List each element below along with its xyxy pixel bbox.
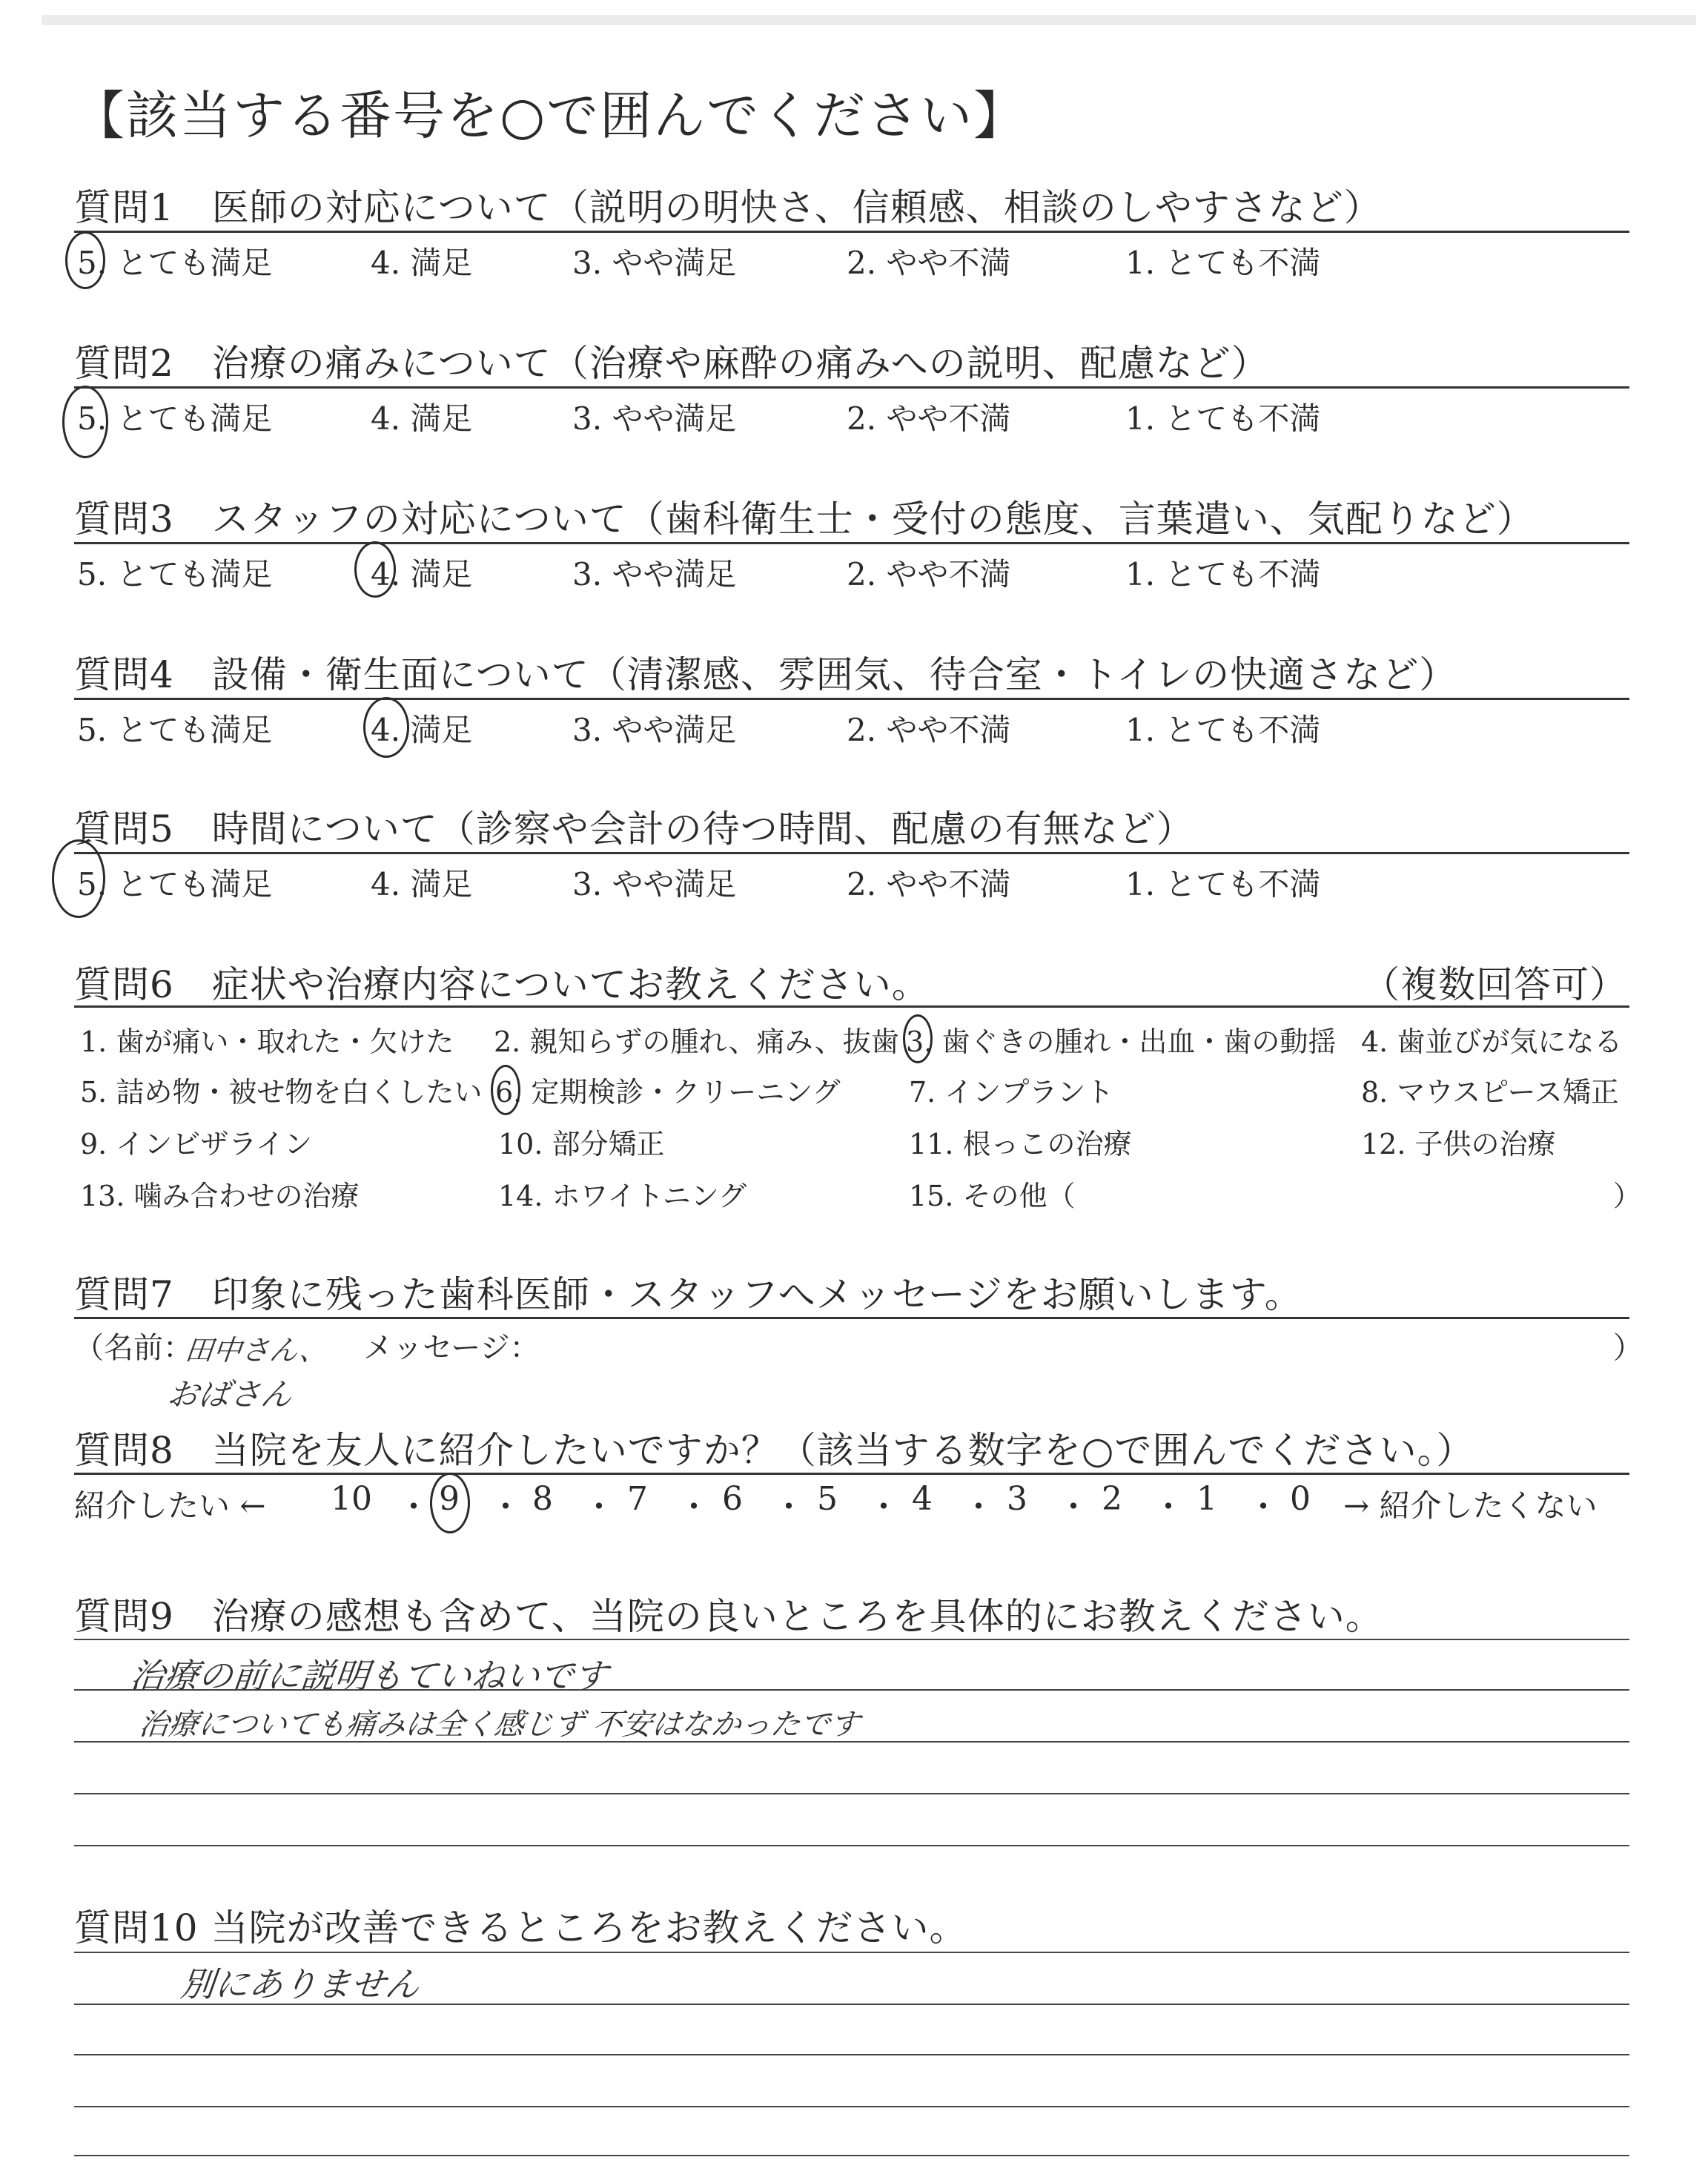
q2-opt-3[interactable]: 3. やや満足: [572, 400, 737, 437]
q6-answer-circle-3: [903, 1014, 933, 1063]
q6-item[interactable]: 15. その他（: [909, 1180, 1076, 1212]
q6-close-paren: ）: [1613, 1180, 1642, 1212]
q1-opt-5[interactable]: 5. とても満足: [77, 245, 273, 281]
q5-opt-5[interactable]: 5. とても満足: [77, 866, 273, 902]
q6-item[interactable]: 9. インビザライン: [80, 1128, 313, 1160]
q9-line: [74, 1793, 1629, 1794]
q8-scale-6[interactable]: 6: [722, 1480, 743, 1518]
q10-answer-line1: 別にありません: [178, 1964, 422, 2004]
q3-answer-circle: [354, 541, 396, 598]
q8-dot: ・: [678, 1488, 710, 1526]
q6-item[interactable]: 4. 歯並びが気になる: [1361, 1025, 1623, 1058]
q1-rule: [74, 231, 1629, 233]
page-title: 【該当する番号を○で囲んでください】: [73, 85, 1027, 146]
q7-message-label: メッセージ：: [363, 1331, 540, 1365]
q7-rule: [74, 1317, 1629, 1319]
q8-dot: ・: [867, 1488, 900, 1526]
q8-dot: ・: [397, 1488, 430, 1526]
q8-scale-10[interactable]: 10: [331, 1480, 372, 1518]
q5-title: 質問5 時間について（診察や会計の待つ時間、配慮の有無など）: [74, 807, 1194, 851]
q8-answer-circle: [430, 1473, 470, 1533]
q8-dot: ・: [962, 1488, 995, 1526]
q2-opt-2[interactable]: 2. やや不満: [847, 400, 1011, 437]
q8-scale-9[interactable]: 9: [439, 1480, 460, 1518]
q7-close-paren: ）: [1613, 1331, 1643, 1365]
q3-opt-5[interactable]: 5. とても満足: [77, 556, 273, 592]
q4-opt-1[interactable]: 1. とても不満: [1125, 712, 1321, 748]
q6-answer-circle-6: [491, 1065, 520, 1115]
q2-opt-1[interactable]: 1. とても不満: [1125, 400, 1321, 437]
q4-opt-4[interactable]: 4. 満足: [371, 712, 473, 748]
q6-item[interactable]: 12. 子供の治療: [1361, 1128, 1556, 1160]
q1-title: 質問1 医師の対応について（説明の明快さ、信頼感、相談のしやすさなど）: [74, 186, 1382, 229]
q4-opt-3[interactable]: 3. やや満足: [572, 712, 737, 748]
q8-left-label: 紹介したい ←: [74, 1487, 266, 1524]
q8-scale-5[interactable]: 5: [817, 1480, 838, 1518]
q6-item[interactable]: 3. 歯ぐきの腫れ・出血・歯の動揺: [906, 1025, 1337, 1058]
q1-opt-4[interactable]: 4. 満足: [371, 245, 473, 281]
q10-title: 質問10 当院が改善できるところをお教えください。: [74, 1906, 967, 1949]
q6-item[interactable]: 14. ホワイトニング: [498, 1180, 747, 1212]
q8-scale-1[interactable]: 1: [1196, 1480, 1217, 1518]
q7-handwritten-name-line2: おばさん: [165, 1376, 294, 1413]
q3-title: 質問3 スタッフの対応について（歯科衛生士・受付の態度、言葉遣い、気配りなど）: [74, 498, 1535, 541]
q8-rule: [74, 1473, 1629, 1475]
q6-title: 質問6 症状や治療内容についてお教えください。: [74, 963, 930, 1006]
q5-opt-3[interactable]: 3. やや満足: [572, 866, 737, 902]
q9-answer-line2: 治療についても痛みは全く感じず 不安はなかったです: [137, 1708, 861, 1742]
q6-item[interactable]: 7. インプラント: [909, 1076, 1114, 1109]
q3-opt-4[interactable]: 4. 満足: [371, 556, 473, 592]
q8-dot: ・: [1057, 1488, 1090, 1526]
q6-item[interactable]: 1. 歯が痛い・取れた・欠けた: [80, 1025, 454, 1058]
q1-answer-circle: [65, 231, 105, 289]
q8-dot: ・: [489, 1488, 522, 1526]
q5-rule: [74, 852, 1629, 854]
q4-opt-2[interactable]: 2. やや不満: [847, 712, 1011, 748]
q2-answer-circle: [62, 386, 108, 458]
q4-answer-circle: [363, 697, 409, 758]
q10-line: [74, 1952, 1629, 1953]
q9-line: [74, 1845, 1629, 1846]
q10-line: [74, 2106, 1629, 2107]
q8-dot: ・: [583, 1488, 615, 1526]
q1-opt-2[interactable]: 2. やや不満: [847, 245, 1011, 281]
q6-item[interactable]: 5. 詰め物・被せ物を白くしたい: [80, 1076, 483, 1109]
q1-opt-1[interactable]: 1. とても不満: [1125, 245, 1321, 281]
q8-right-label: → 紹介したくない: [1343, 1487, 1598, 1524]
q7-handwritten-name: 田中さん、: [183, 1334, 330, 1367]
q2-opt-5[interactable]: 5. とても満足: [77, 400, 273, 437]
q6-item[interactable]: 10. 部分矯正: [498, 1128, 665, 1160]
q8-scale-7[interactable]: 7: [627, 1480, 648, 1518]
q8-dot: ・: [1247, 1488, 1280, 1526]
q6-item[interactable]: 2. 親知らずの腫れ、痛み、抜歯: [494, 1025, 899, 1058]
q3-rule: [74, 542, 1629, 544]
q6-item[interactable]: 6. 定期検診・クリーニング: [495, 1076, 841, 1109]
q6-item[interactable]: 8. マウスピース矯正: [1361, 1076, 1619, 1109]
q6-note: （複数回答可）: [1363, 963, 1627, 1006]
q4-title: 質問4 設備・衛生面について（清潔感、雰囲気、待合室・トイレの快適さなど）: [74, 653, 1457, 696]
q8-dot: ・: [772, 1488, 805, 1526]
q8-scale-3[interactable]: 3: [1007, 1480, 1027, 1518]
q5-opt-2[interactable]: 2. やや不満: [847, 866, 1011, 902]
q3-opt-2[interactable]: 2. やや不満: [847, 556, 1011, 592]
q5-answer-circle: [52, 839, 105, 918]
q7-title: 質問7 印象に残った歯科医師・スタッフへメッセージをお願いします。: [74, 1273, 1302, 1316]
q2-rule: [74, 386, 1629, 389]
q8-scale-8[interactable]: 8: [532, 1480, 553, 1518]
q9-line: [74, 1639, 1629, 1640]
q6-item[interactable]: 11. 根っこの治療: [909, 1128, 1132, 1160]
q5-opt-4[interactable]: 4. 満足: [371, 866, 473, 902]
q8-scale-0[interactable]: 0: [1290, 1480, 1311, 1518]
q8-scale-4[interactable]: 4: [912, 1480, 933, 1518]
q8-title: 質問8 当院を友人に紹介したいですか？（該当する数字を○で囲んでください。）: [74, 1429, 1474, 1472]
q10-line: [74, 2155, 1629, 2156]
q3-opt-1[interactable]: 1. とても不満: [1125, 556, 1321, 592]
scan-edge: [42, 15, 1696, 25]
q2-opt-4[interactable]: 4. 満足: [371, 400, 473, 437]
q4-opt-5[interactable]: 5. とても満足: [77, 712, 273, 748]
q5-opt-1[interactable]: 1. とても不満: [1125, 866, 1321, 902]
q6-rule: [74, 1005, 1629, 1008]
q9-answer-line1: 治療の前に説明もていねいです: [128, 1656, 610, 1696]
q2-title: 質問2 治療の痛みについて（治療や麻酔の痛みへの説明、配慮など）: [74, 342, 1269, 385]
q3-opt-3[interactable]: 3. やや満足: [572, 556, 737, 592]
q4-rule: [74, 698, 1629, 700]
q7-name-label: （名前：: [74, 1331, 193, 1365]
q9-title: 質問9 治療の感想も含めて、当院の良いところを具体的にお教えください。: [74, 1595, 1383, 1638]
q10-line: [74, 2054, 1629, 2055]
q6-item[interactable]: 13. 噛み合わせの治療: [80, 1180, 360, 1212]
q8-dot: ・: [1152, 1488, 1185, 1526]
q8-scale-2[interactable]: 2: [1102, 1480, 1122, 1518]
q1-opt-3[interactable]: 3. やや満足: [572, 245, 737, 281]
